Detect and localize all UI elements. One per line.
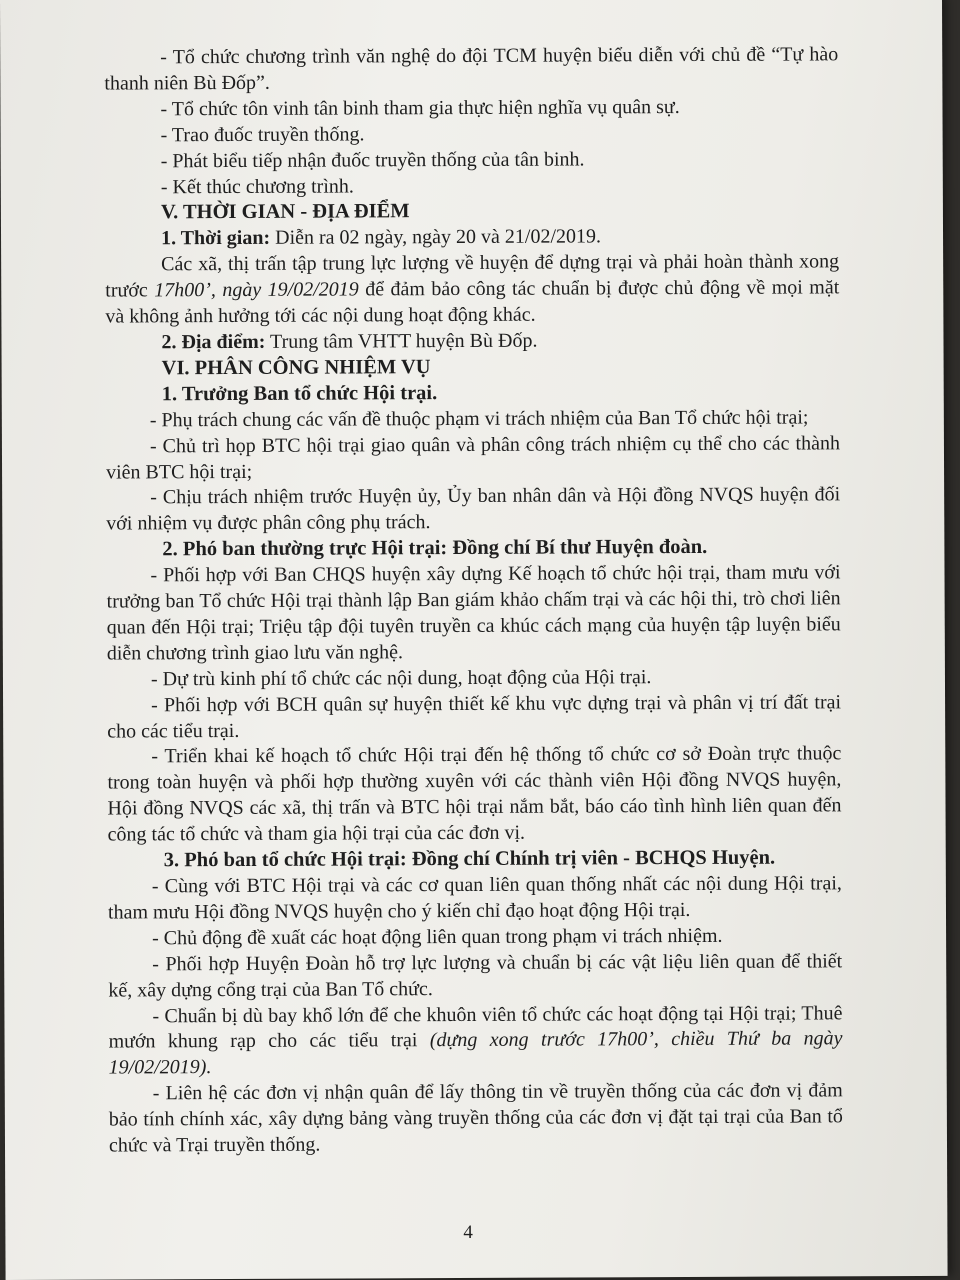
- subsection-2-item: - Triển khai kế hoạch tổ chức Hội trại đến hệ thống tổ chức cơ sở Đoàn trực thuộc trong toàn huyện và phối hợp thường xuyên với các thành viên Hội đồng NVQS huyện, Hội đồng NVQS các xã, thị trấn và BTC hội trại nắm bắt, báo cáo tình hình liên quan đến công tác tổ chức và tham gia hội trại của các đơn vị.: [107, 742, 842, 846]
- subsection-3-item-tradition: - Liên hệ các đơn vị nhận quân để lấy thông tin về truyền thống của các đơn vị đảm bảo tính chính xác, xây dựng bảng vàng truyền thống của các đơn vị đặt tại trại của Ban tổ chức và Trại truyền thống.: [108, 1079, 843, 1157]
- subsection-3-item: - Chủ động đề xuất các hoạt động liên quan trong phạm vi trách nhiệm.: [152, 924, 723, 950]
- subsection-1-heading: 1. Trưởng Ban tổ chức Hội trại.: [161, 381, 438, 406]
- subsection-3-heading: 3. Phó ban tổ chức Hội trại: Đồng chí Chính trị viên - BCHQS Huyện.: [163, 846, 776, 872]
- subsection-3-item-tent: [108, 1001, 842, 1082]
- subsection-2-heading: 2. Phó ban thường trực Hội trại: Đồng chí Bí thư Huyện đoàn.: [162, 536, 708, 561]
- document-body: [104, 42, 843, 1159]
- subsection-3-item: - Phối hợp Huyện Đoàn hỗ trợ lực lượng và chuẩn bị các vật liệu liên quan để thiết kế, xây dựng cổng trại của Ban Tổ chức.: [108, 950, 843, 1002]
- program-item-closing: - Kết thúc chương trình.: [160, 174, 354, 198]
- program-item-art-performance: - Tổ chức chương trình văn nghệ do đội TCM huyện biểu diễn với chủ đề “Tự hào thanh niên Bù Đốp”.: [104, 43, 839, 95]
- section-6-heading: VI. PHÂN CÔNG NHIỆM VỤ: [161, 355, 431, 380]
- time-paragraph: [105, 224, 839, 253]
- camp-setup-text-a: Các xã, thị trấn tập trung lực lượng về huyện để dựng trại và phải hoàn thành xong trước: [105, 250, 840, 302]
- subsection-1-item: - Phụ trách chung các vấn đề thuộc phạm vi trách nhiệm của Ban Tổ chức hội trại;: [149, 406, 809, 432]
- program-item-torch-handover: - Trao đuốc truyền thống.: [160, 123, 365, 147]
- place-label: 2. Địa điểm:: [161, 330, 266, 354]
- time-text: Diễn ra 02 ngày, ngày 20 và 21/02/2019.: [270, 225, 602, 250]
- tent-deadline: (dựng xong trước 17h00’, chiều Thứ ba ngày 19/02/2019).: [108, 1027, 843, 1079]
- subsection-2-item: - Phối hợp với Ban CHQS huyện xây dựng Kế hoạch tổ chức hội trại, tham mưu với trưởng ban Tổ chức Hội trại thành lập Ban giám khảo chấm trại và các hội thi, trò chơi liên quan đến Hội trại; Triệu tập đội tuyên truyền ca khúc cách mạng của huyện tập luyện biểu diễn chương trình giao lưu văn nghệ.: [106, 561, 841, 665]
- subsection-1-item: - Chủ trì họp BTC hội trại giao quân và phân công trách nhiệm cụ thể cho các thành viên BTC hội trại;: [106, 431, 840, 484]
- time-label: 1. Thời gian:: [160, 227, 271, 250]
- camp-setup-paragraph: [105, 250, 839, 331]
- camp-setup-deadline: 17h00’, ngày 19/02/2019: [154, 278, 359, 302]
- camp-setup-text-b: để đảm bảo công tác chuẩn bị được chủ động về mọi mặt và không ảnh hưởng tới các nội dung hoạt động khác.: [105, 276, 840, 328]
- page-number: 4: [463, 1221, 473, 1243]
- program-item-honor-recruits: - Tổ chức tôn vinh tân binh tham gia thực hiện nghĩa vụ quân sự.: [160, 95, 680, 121]
- place-text: Trung tâm VHTT huyện Bù Đốp.: [265, 329, 538, 353]
- program-item-torch-speech: - Phát biểu tiếp nhận đuốc truyền thống của tân binh.: [160, 148, 585, 172]
- subsection-2-item: - Dự trù kinh phí tổ chức các nội dung, hoạt động của Hội trại.: [150, 665, 652, 691]
- section-5-heading: V. THỜI GIAN - ĐỊA ĐIỂM: [160, 200, 410, 224]
- place-paragraph: [105, 327, 839, 356]
- subsection-1-item: - Chịu trách nhiệm trước Huyện ủy, Ủy ban nhân dân và Hội đồng NVQS huyện đối với nhiệm vụ được phân công phụ trách.: [106, 483, 841, 535]
- tent-text: - Chuẩn bị dù bay khổ lớn để che khuôn viên tổ chức các hoạt động tại Hội trại; Thuê mướn khung rạp cho các tiểu trại: [108, 1001, 843, 1053]
- subsection-3-item: - Cùng với BTC Hội trại và các cơ quan liên quan thống nhất các nội dung Hội trại, tham mưu Hội đồng NVQS huyện cho ý kiến chỉ đạo hoạt động Hội trại.: [107, 872, 842, 924]
- subsection-2-item: - Phối hợp với BCH quân sự huyện thiết kế khu vực dựng trại và phân vị trí đất trại cho các tiểu trại.: [107, 690, 842, 743]
